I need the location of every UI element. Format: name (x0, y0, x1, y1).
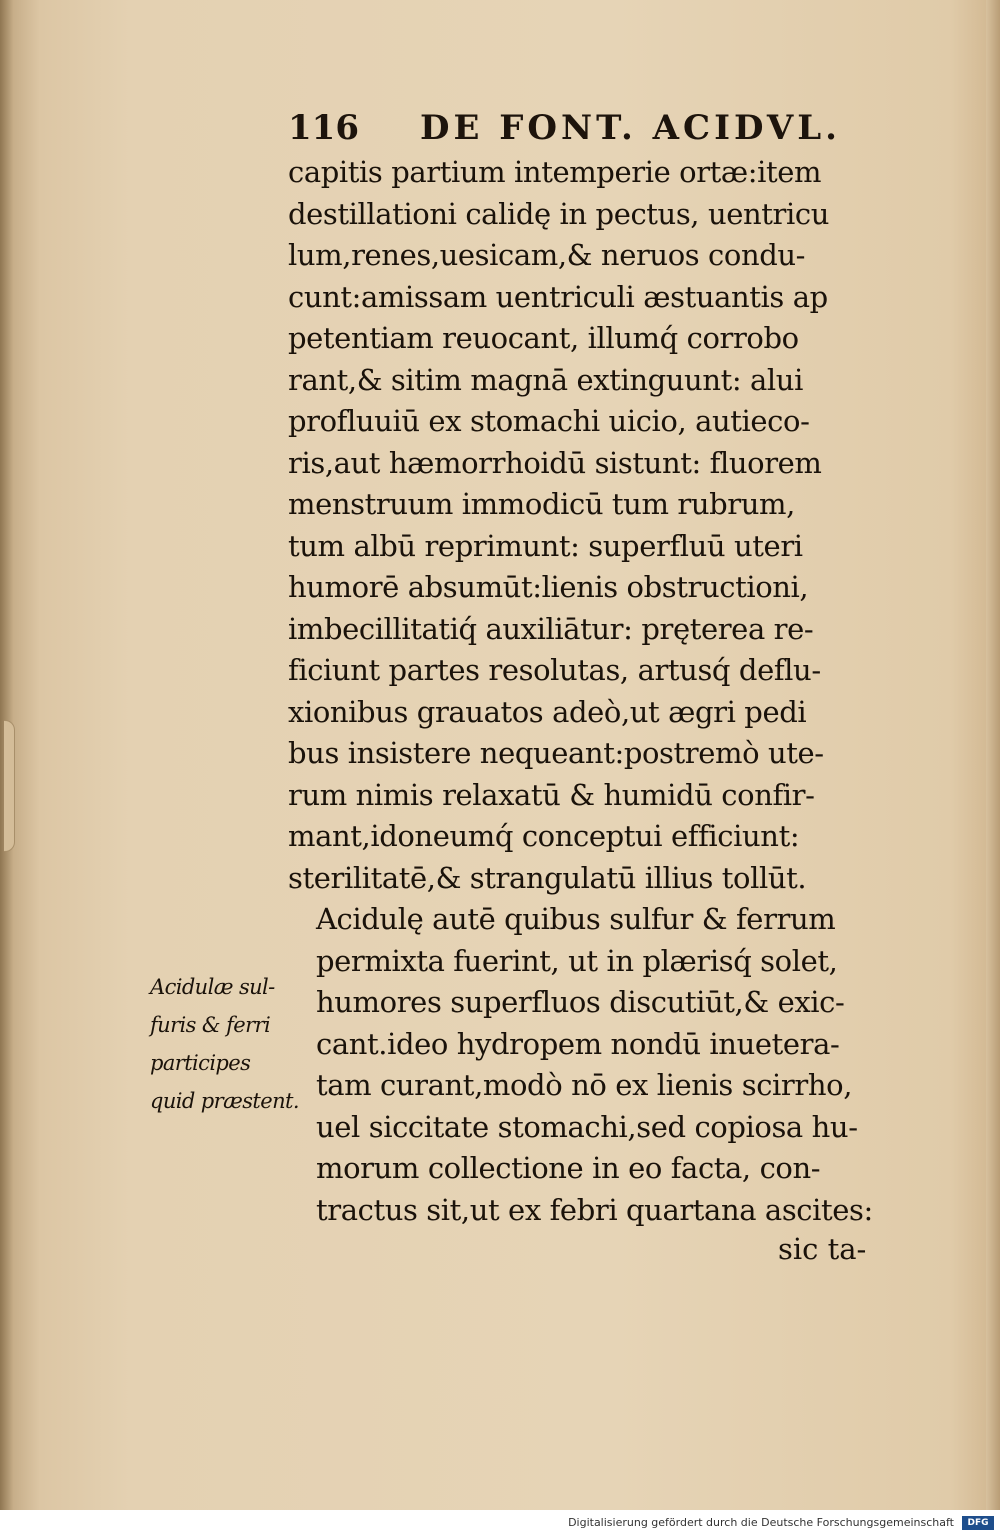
marginal-note-line: participes (150, 1051, 251, 1075)
digitization-credit: Digitalisierung gefördert durch die Deutsche Forschungsgemeinschaft (568, 1516, 954, 1529)
text-line: lum,renes,uesicam,& neruos condu- (288, 238, 806, 272)
text-line: tum albū reprimunt: superfluū uteri (288, 528, 803, 563)
text-line: imbecillitatiq́ auxiliātur: prętereа re- (288, 611, 814, 646)
text-line: ficiunt partes resolutas, artusq́ deflu- (288, 653, 821, 687)
text-line: petentiam reuocant, illumq́ corrobo (288, 321, 799, 355)
text-line: ris,aut hæmorrhoidū sistunt: fluorem (288, 445, 822, 480)
text-line: permixta fuerint, ut in plærisq́ solet, (316, 943, 838, 978)
marginal-note-line: quid præstent. (150, 1089, 299, 1113)
text-line: sterilitatē,& strangulatū illius tollūt. (288, 860, 807, 895)
text-line: cunt:amissam uentriculi æstuantis ap (288, 279, 828, 314)
main-text-block (288, 152, 918, 1231)
text-line: tractus sit,ut ex febri quartana ascites: (316, 1192, 873, 1227)
text-line: rum nimis relaxatū & humidū confir- (288, 777, 815, 812)
dfg-logo: DFG (962, 1516, 994, 1530)
text-line: capitis partium intemperie ortæ:item (288, 155, 822, 189)
page-number: 116 (288, 108, 359, 148)
footer-bar (0, 1510, 1000, 1538)
text-line: cant.ideo hydropem nondū inuetera- (316, 1026, 840, 1061)
text-line: tam curant,modò nō ex lienis scirrho, (316, 1068, 853, 1102)
catchword: sic ta- (778, 1232, 867, 1266)
marginal-note-line: Acidulæ sul- (150, 975, 275, 999)
text-line: profluuiū ex stomachi uicio, autieco- (288, 404, 810, 438)
text-line: xionibus grauatos adeò,ut ægri pedi (288, 694, 807, 729)
text-line: uel siccitate stomachi,sed copiosa hu- (316, 1109, 858, 1144)
text-line: morum collectione in eo facta, con- (316, 1151, 821, 1185)
running-title: DE FONT. ACIDVL. (420, 108, 842, 148)
text-line: bus insistere nequeant:postremò ute- (288, 736, 824, 770)
running-head (0, 108, 1000, 158)
text-line: destillationi calidę in pectus, uentricu (288, 196, 829, 231)
text-line: rant,& sitim magnā extinguunt: alui (288, 362, 803, 397)
text-line: mant,idoneumq́ conceptui efficiunt: (288, 819, 800, 853)
text-line: menstruum immodicū tum rubrum, (288, 487, 795, 521)
text-line: humorē absumūt:lienis obstructioni, (288, 570, 809, 604)
text-line: Acidulę autē quibus sulfur & ferrum (316, 902, 836, 936)
text-line: humores superfluos discutiūt,& exic- (316, 985, 845, 1019)
marginal-note-line: furis & ferri (150, 1013, 271, 1037)
marginal-note (150, 968, 320, 1120)
right-page-edge (986, 0, 1000, 1510)
page-edge-tab (4, 720, 15, 852)
